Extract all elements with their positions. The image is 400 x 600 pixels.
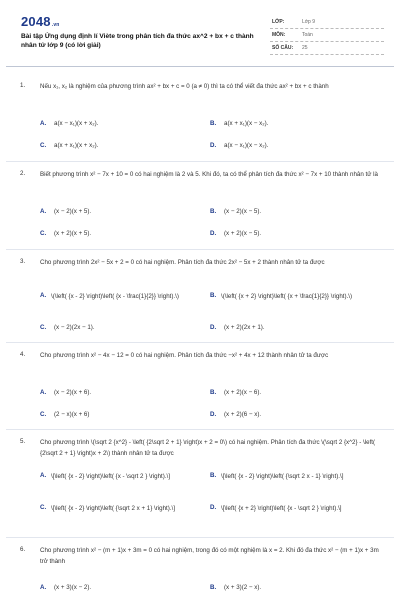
option-d[interactable] xyxy=(210,142,268,149)
option-letter: A. xyxy=(40,120,47,127)
option-a[interactable] xyxy=(40,389,91,396)
option-c[interactable] xyxy=(40,230,91,237)
meta-value: Lớp 9 xyxy=(302,19,316,25)
option-text: (x + 2)(2x + 1). xyxy=(224,324,265,331)
question-number: 1. xyxy=(20,82,26,89)
option-d[interactable] xyxy=(210,411,261,418)
document-header xyxy=(18,12,384,60)
question-number: 5. xyxy=(20,438,26,445)
meta-row-subject xyxy=(270,29,384,42)
question-text: Biết phương trình x² − 7x + 10 = 0 có hai nghiệm là 2 và 5. Khi đó, ta có thể phân tích đa thức x² − 7x + 10 thành nhân tử là xyxy=(40,171,378,178)
question-number: 2. xyxy=(20,170,26,177)
option-d[interactable] xyxy=(210,230,261,237)
option-text: a(x + x₁)(x + x₂). xyxy=(54,142,99,149)
option-a[interactable] xyxy=(40,584,91,591)
option-text: a(x − x₁)(x − x₂). xyxy=(224,142,269,149)
option-text: a(x − x₁)(x + x₂). xyxy=(54,120,99,127)
option-text: \[\left( {x - 2} \right)\left( {\sqrt 2 x - 1} \right).\] xyxy=(221,473,344,480)
option-letter: D. xyxy=(210,411,217,418)
option-letter: C. xyxy=(40,142,47,149)
option-a[interactable] xyxy=(40,120,98,127)
logo-main: 2048 xyxy=(21,14,51,29)
question-text: Cho phương trình 2x² − 5x + 2 = 0 có hai nghiệm. Phân tích đa thức 2x² − 5x + 2 thành nhân tử ta được xyxy=(40,259,325,266)
question-number: 6. xyxy=(20,546,26,553)
option-c[interactable] xyxy=(40,504,200,526)
option-c[interactable] xyxy=(40,142,98,149)
option-b[interactable] xyxy=(210,472,370,494)
option-letter: C. xyxy=(40,504,47,511)
question-separator xyxy=(6,537,394,538)
logo-suffix: .vn xyxy=(51,22,60,28)
question-text: Nếu x₁, x₂ là nghiệm của phương trình ax² + bx + c = 0 (a ≠ 0) thì ta có thể viết đa thức ax² + bx + c thành xyxy=(40,83,329,90)
option-b[interactable] xyxy=(210,389,261,396)
meta-row-count xyxy=(270,42,384,55)
option-text: \(\left( {x + 2} \right)\left( {x + \frac{1}{2}} \right).\) xyxy=(221,293,353,300)
option-letter: B. xyxy=(210,472,217,479)
question-number: 4. xyxy=(20,351,26,358)
question-separator xyxy=(6,429,394,430)
option-text: \(\left( {x - 2} \right)\left( {x - \frac{1}{2}} \right).\) xyxy=(51,293,179,300)
option-letter: C. xyxy=(40,411,47,418)
option-b[interactable] xyxy=(210,208,261,215)
option-text: a(x + x₁)(x − x₂). xyxy=(224,120,269,127)
option-c[interactable] xyxy=(40,324,95,331)
option-text: (x + 2)(x + 5). xyxy=(54,230,92,237)
option-text: \[\left( {x + 2} \right)\left( {x - \sqrt 2 } \right).\] xyxy=(221,505,342,512)
option-d[interactable] xyxy=(210,324,265,331)
option-text: (x + 2)(6 − x). xyxy=(224,411,262,418)
option-letter: A. xyxy=(40,208,47,215)
option-letter: B. xyxy=(210,292,217,299)
option-letter: D. xyxy=(210,504,217,511)
meta-key: MÔN: xyxy=(272,32,286,38)
meta-value: 25 xyxy=(302,45,308,51)
option-letter: D. xyxy=(210,324,217,331)
option-d[interactable] xyxy=(210,504,370,526)
question-text: Cho phương trình \(\sqrt 2 {x^2} - \left( {2\sqrt 2 + 1} \right)x + 2 = 0\) có hai nghiệm. Phân tích đa thức \(\sqrt 2 {x^2} - \left( {2\sqrt 2 + 1} \right)x + 2\) thành nhân tử ta được xyxy=(40,439,376,457)
question-separator xyxy=(6,161,394,162)
meta-table xyxy=(270,16,384,55)
option-letter: C. xyxy=(40,230,47,237)
site-logo[interactable] xyxy=(21,14,60,29)
option-text: (x − 2)(2x − 1). xyxy=(54,324,95,331)
option-letter: A. xyxy=(40,472,47,479)
option-text: \[\left( {x - 2} \right)\left( {x - \sqrt 2 } \right).\] xyxy=(51,473,170,480)
question-text: Cho phương trình x² − (m + 1)x + 3m = 0 có hai nghiệm, trong đó có một nghiệm là x = 2. Khi đó đa thức x² − (m + 1)x + 3m trở thành xyxy=(40,547,379,565)
option-letter: A. xyxy=(40,292,47,299)
option-text: (x − 2)(x + 5). xyxy=(54,208,92,215)
option-text: (x + 3)(2 − x). xyxy=(224,584,262,591)
option-letter: A. xyxy=(40,389,47,396)
option-a[interactable] xyxy=(40,292,200,314)
question-text: Cho phương trình x² − 4x − 12 = 0 có hai nghiệm. Phân tích đa thức −x² + 4x + 12 thành nhân tử ta được xyxy=(40,352,329,359)
option-text: (x + 2)(x − 6). xyxy=(224,389,262,396)
meta-value: Toán xyxy=(302,32,313,38)
option-text: (x − 2)(x + 6). xyxy=(54,389,92,396)
meta-row-class xyxy=(270,16,384,29)
header-divider xyxy=(6,66,394,67)
option-a[interactable] xyxy=(40,472,200,494)
option-letter: B. xyxy=(210,120,217,127)
option-text: (x + 3)(x − 2). xyxy=(54,584,92,591)
meta-key: SỐ CÂU: xyxy=(272,45,294,51)
option-letter: D. xyxy=(210,230,217,237)
question-number: 3. xyxy=(20,258,26,265)
option-b[interactable] xyxy=(210,292,370,314)
option-b[interactable] xyxy=(210,584,261,591)
option-text: \[\left( {x - 2} \right)\left( {\sqrt 2 x + 1} \right).\] xyxy=(51,505,175,512)
option-c[interactable] xyxy=(40,411,89,418)
question-separator xyxy=(6,342,394,343)
option-letter: D. xyxy=(210,142,217,149)
option-text: (x − 2)(x − 5). xyxy=(224,208,262,215)
option-letter: B. xyxy=(210,389,217,396)
option-text: (x + 2)(x − 5). xyxy=(224,230,262,237)
question-separator xyxy=(6,249,394,250)
option-letter: B. xyxy=(210,208,217,215)
option-letter: B. xyxy=(210,584,217,591)
option-text: (2 − x)(x + 6) xyxy=(54,411,90,418)
option-letter: C. xyxy=(40,324,47,331)
option-b[interactable] xyxy=(210,120,268,127)
option-letter: A. xyxy=(40,584,47,591)
meta-key: LỚP: xyxy=(272,19,285,25)
document-title: Bài tập Ứng dụng định lí Viète trong phân tích đa thức ax^2 + bx + c thành nhân tử lớp 9 (có lời giải) xyxy=(21,33,254,49)
option-a[interactable] xyxy=(40,208,91,215)
